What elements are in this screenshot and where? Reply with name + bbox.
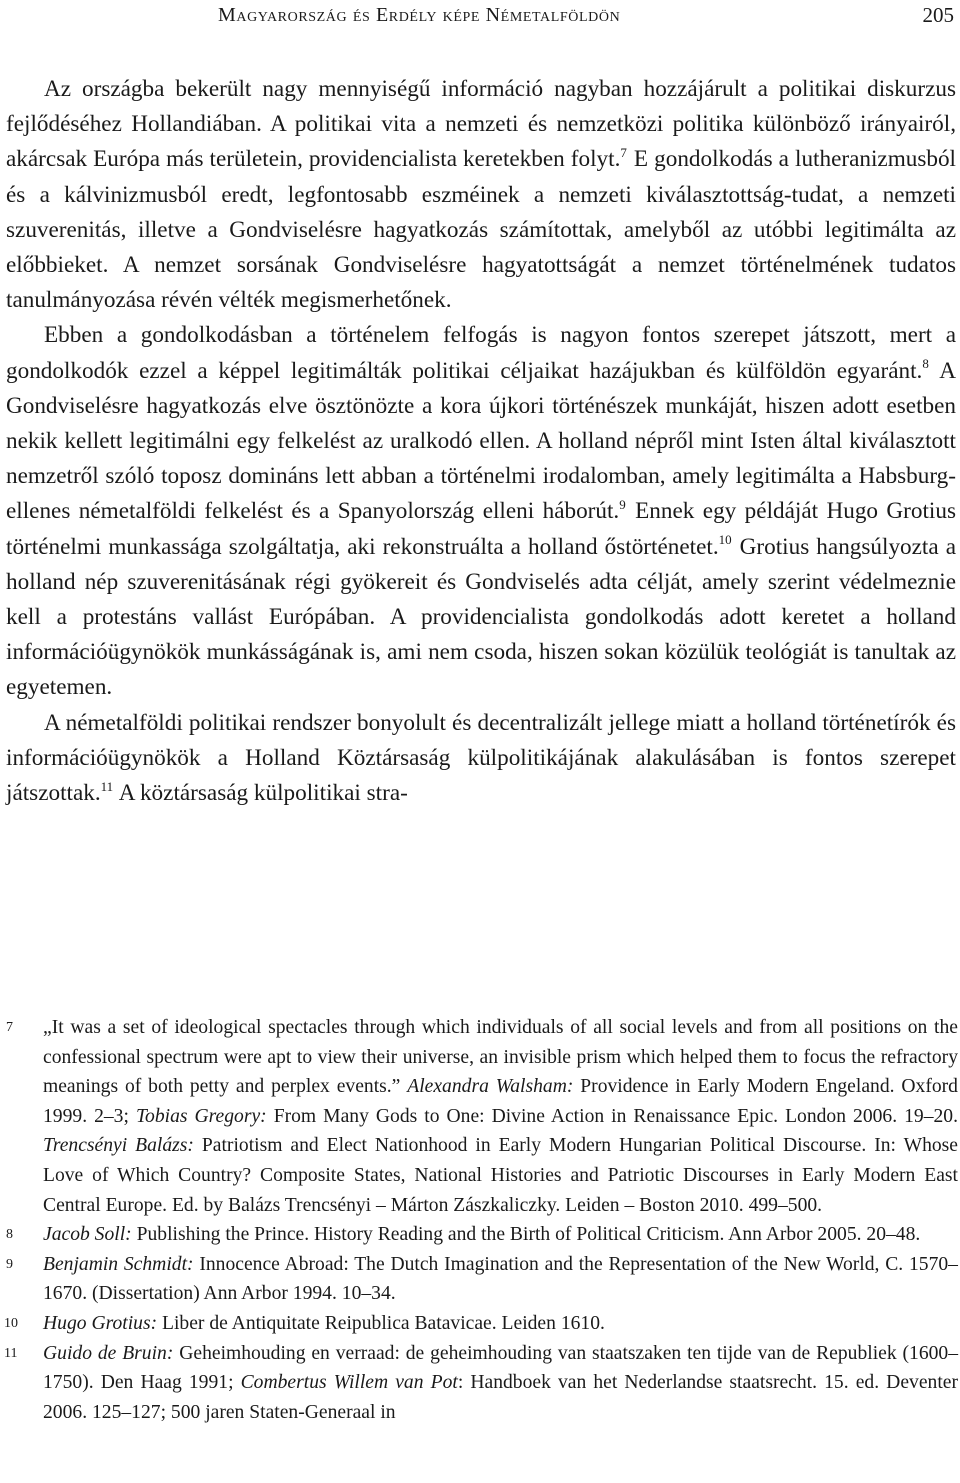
footnote-ref-7[interactable]: 7: [620, 145, 627, 161]
footnote-11: [0, 1339, 958, 1428]
paragraph-2-text-d: Grotius hangsúlyozta a holland nép szuverenitásának régi gyökereit és Gondviselés adta célját, amely szerint védelmeznie kell a protestáns vallást Európában. A providencialista gondolkodás adott keretet a holland információügynökök munkásságának is, ami nem csoda, hiszen sokan közülük teológiát is tanultak az egyetemen.: [6, 533, 957, 701]
footnote-text: Geheimhouding en verraad: de geheimhouding van staatszaken ten tijde van de Republiek (1600–1750). Den Haag 1991;: [43, 1342, 959, 1394]
paragraph-2-text-a: Ebben a gondolkodásban a történelem felfogás is nagyon fontos szerepet játszott, mert a gondolkodók ezzel a képpel legitimálták politikai céljaikat hazájukban és külföldön egyaránt.: [6, 322, 956, 384]
footnote-text: Providence in Early Modern Engeland. Oxford 1999. 2–3;: [43, 1076, 958, 1127]
footnote-number: 10: [4, 1315, 18, 1331]
footnote-number: 8: [6, 1227, 13, 1243]
footnote-number: 11: [4, 1345, 18, 1361]
footnote-author: Hugo Grotius:: [43, 1312, 158, 1334]
footnote-author: Alexandra Walsham:: [407, 1076, 574, 1098]
footnote-number: 9: [6, 1256, 13, 1272]
paragraph-2: [6, 318, 956, 705]
footnote-author: Tobias Gregory:: [135, 1105, 267, 1127]
paragraph-3: [6, 706, 956, 812]
footnote-9: [0, 1250, 958, 1309]
paragraph-1-text-a: Az országba bekerült nagy mennyiségű információ nagyban hozzájárult a politikai diskurzus fejlődéséhez Hollandiában. A politikai vita a nemzeti és nemzetközi politika különböző irányairól, akárcsak Európa más területein, providencialista keretekben folyt.: [6, 76, 956, 173]
paragraph-1-text-b: E gondolkodás a lutheranizmusból és a kálvinizmusból eredt, legfontosabb eszméinek a nemzeti kiválasztottság-tudat, a nemzeti szuverenitás, illetve a Gondviselésre hagyatkozás számítottak, amelyből az utóbbi legitimálta az előbbieket. A nemzet sorsának Gondviselésre hagyatottságát a nemzet történelmének tudatos tanulmányozása révén vélték megismerhetőnek.: [6, 146, 956, 314]
footnote-text: Patriotism and Elect Nationhood in Early Modern Hungarian Political Discourse. In: Whose Love of Which Country? Composite States, National Histories and Patriotic Discourses in Early Modern East Central Europe. Ed. by Balázs Trencsényi – Márton Zászkaliczky. Leiden – Boston 2010. 499–500.: [43, 1135, 958, 1216]
paragraph-1: [6, 72, 956, 318]
paragraph-2-text-c: Ennek egy példáját Hugo Grotius történelmi munkassága szolgáltatja, aki rekonstruálta a holland őstörténetet.: [6, 498, 956, 560]
main-text: [6, 72, 956, 811]
footnote-author: Combertus Willem van Pot: [240, 1372, 458, 1394]
footnote-text: Liber de Antiquitate Reipublica Batavicae. Leiden 1610.: [157, 1312, 605, 1334]
footnote-author: Guido de Bruin:: [43, 1342, 174, 1364]
footnote-text: From Many Gods to One: Divine Action in Renaissance Epic. London 2006. 19–20.: [266, 1105, 959, 1127]
footnote-8: [0, 1220, 958, 1250]
footnote-10: [0, 1309, 958, 1339]
paragraph-3-text-b: A köztársaság külpolitikai stra-: [114, 780, 408, 807]
footnote-ref-9[interactable]: 9: [619, 497, 626, 513]
running-header: [0, 2, 960, 30]
page-number: 205: [922, 3, 954, 27]
footnote-7: [0, 1013, 958, 1220]
footnotes: [0, 1013, 958, 1427]
footnote-number: 7: [6, 1020, 13, 1035]
running-title: Magyarország és Erdély képe Németalföldön: [218, 4, 621, 26]
footnote-quote: „It was a set of ideological spectacles through which individuals of all social levels and from all positions on the confessional spectrum were apt to view their universe, an invisible prism which helped them to focus the refractory meanings of both petty and perplex events.”: [43, 1017, 958, 1098]
paragraph-3-text-a: A németalföldi politikai rendszer bonyolult és decentralizált jellege miatt a holland történetírók és információügynökök a Holland Köztársaság külpolitikájának alakulásában is fontos szerepet játszottak.: [6, 709, 956, 807]
footnote-author: Jacob Soll:: [43, 1224, 132, 1246]
footnote-ref-8[interactable]: 8: [922, 356, 929, 372]
paragraph-2-text-b: A Gondviselésre hagyatkozás elve ösztönözte a kora újkori történészek munkáját, hiszen adott esetben nekik kellett legitimálni egy felkelést az uralkodó ellen. A holland népről mint Isten által kiválasztott nemzetről szóló toposz domináns lett abban a történelmi irodalomban, amely legitimálta a Habsburg-ellenes németalföldi felkelést és a Spanyolország elleni háborút.: [6, 357, 956, 525]
footnote-ref-11[interactable]: 11: [100, 778, 114, 794]
footnote-text: Publishing the Prince. History Reading and the Birth of Political Criticism. Ann Arbor 2005. 20–48.: [131, 1224, 921, 1246]
footnote-author: Trencsényi Balázs:: [43, 1135, 194, 1157]
footnote-ref-10[interactable]: 10: [718, 532, 732, 548]
footnote-author: Benjamin Schmidt:: [43, 1253, 194, 1275]
footnote-text: : Handboek van het Nederlandse staatsrecht. 15. ed. Deventer 2006. 125–127; 500 jaren Staten-Generaal in: [43, 1372, 958, 1423]
footnote-text: Innocence Abroad: The Dutch Imagination and the Representation of the New World, C. 1570–1670. (Dissertation) Ann Arbor 1994. 10–34.: [43, 1253, 958, 1305]
